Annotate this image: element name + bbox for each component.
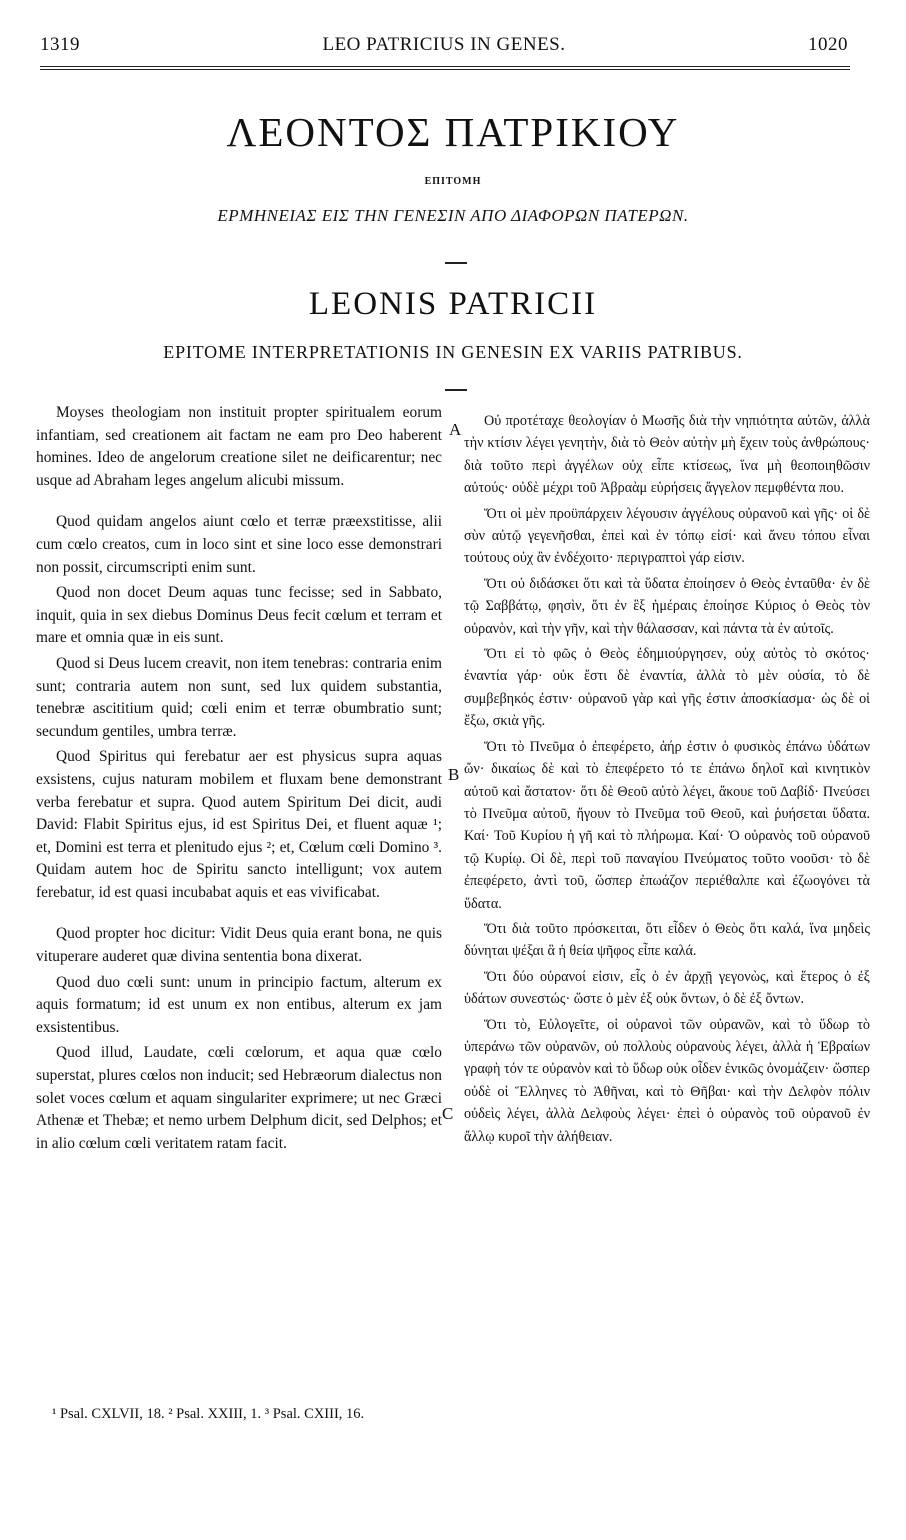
margin-marker-c: C — [442, 1104, 454, 1123]
latin-paragraph: Quod propter hoc dicitur: Vidit Deus quia erant bona, ne quis vituperare auderet quæ divina sententia bona dixerat. — [36, 925, 442, 966]
footnotes: ¹ Psal. CXLVII, 18. ² Psal. XXIII, 1. ³ Psal. CXIII, 16. — [52, 1406, 365, 1422]
latin-paragraph: Moyses theologiam non instituit propter spiritualem eorum infantiam, sed creationem ait factam ne eam pro Deo haberent homines. Ideo de angelorum creatione silet ne deificarentur; nec usque ad Abraham leges angelum alicubi missum. — [36, 404, 442, 489]
greek-paragraph: Ὅτι εἰ τὸ φῶς ὁ Θεὸς ἐδημιούργησεν, οὐχ αὐτὸς τὸ σκότος· ἐναντία γάρ· οὐκ ἔστι δὲ ἐναντία, ἀλλὰ τὸ μὲν οὐσία, τὸ δὲ συμβεβηκός ἐστιν· οὐρανοῦ γὰρ καὶ γῆς ἐστιν ἀποσκίασμα· ὡς δὲ οἱ ἔξω, σκιὰ γῆς. — [464, 646, 870, 730]
latin-column — [36, 402, 442, 1158]
header-rule — [40, 66, 850, 67]
latin-paragraph: Quod quidam angelos aiunt cœlo et terræ præexstitisse, alii cum cœlo creatos, cum in loco sint et sine loco esse demonstrari non possit, circumscripti enim sunt. — [36, 513, 442, 576]
latin-title: LEONIS PATRICII — [308, 286, 598, 322]
margin-marker-a: A — [449, 420, 462, 439]
greek-paragraph: Ὅτι τὸ Πνεῦμα ὁ ἐπεφέρετο, ἀήρ ἐστιν ὁ φυσικὸς ἐπάνω ὑδάτων ὤν· δικαίως δὲ καὶ τὸ ἐπεφέρετο τό τε ἐπάνω δηλοῖ καὶ κινητικὸν αὐτοῦ καὶ ἄστατον· ὅτι δὲ Θεοῦ αὐτὸ λέγει, ἄκουε τοῦ Δαβίδ· Πνεύσει τὸ Πνεῦμα αὐτοῦ, ἤγουν τὸ Πνεῦμα τοῦ Θεοῦ, καὶ ῥυήσεται ὕδατα. Καί· Τοῦ Κυρίου ἡ γῆ καὶ τὸ πλήρωμα. Καί· Ὁ οὐρανὸς τοῦ οὐρανοῦ τῷ Κυρίῳ. Οἱ δὲ, περὶ τοῦ παναγίου Πνεύματος τοῦτο νοοῦσι· τὸ δὲ ἐπεφέρετο, ἀντὶ τοῦ, ὥσπερ ἐπωάζον περιέθαλπε καὶ ἐζωογόνει τὰ ὕδατα. — [464, 738, 870, 912]
margin-marker-b: B — [448, 765, 460, 784]
running-header — [40, 34, 848, 62]
latin-paragraph: Quod Spiritus qui ferebatur aer est physicus supra aquas exsistens, cujus naturam mobilem et fluxam bene demonstrant verba ferebatur et supra. Quod autem Spiritum Dei dicit, audi David: Flabit Spiritus ejus, id est Spiritus Dei, et fluent aquæ ¹; et, Domini est terra et plenitudo ejus ²; et, Cœlum cœli Domino ³. Quidam autem hoc de Spiritu sancto intelligunt; vox autem ferebatur, id est quasi incubabat aquis et eas vivificabat. — [36, 748, 442, 901]
latin-subtitle: EPITOME INTERPRETATIONIS IN GENESIN EX VARIIS PATRIBUS. — [163, 342, 743, 362]
greek-subtitle: ΕΡΜΗΝΕΙΑΣ ΕΙΣ ΤΗΝ ΓΕΝΕΣΙΝ ΑΠΟ ΔΙΑΦΟΡΩΝ ΠΑΤΕΡΩΝ. — [217, 206, 689, 225]
column-number-right: 1020 — [808, 34, 848, 55]
greek-paragraph: Ὅτι οὐ διδάσκει ὅτι καὶ τὰ ὕδατα ἐποίησεν ὁ Θεὸς ἐνταῦθα· ἐν δὲ τῷ Σαββάτῳ, φησὶν, ὅτι ἐν ἓξ ἡμέραις ἐποίησε Κύριος ὁ Θεὸς τὸν οὐρανὸν, καὶ τὴν γῆν, καὶ τὴν θάλασσαν, καὶ πάντα τὰ ἐν αὐτοῖς. — [464, 575, 870, 637]
greek-title: ΛΕΟΝΤΟΣ ΠΑΤΡΙΚΙΟΥ — [226, 109, 680, 155]
title-divider-second — [445, 389, 467, 391]
greek-paragraph: Ὅτι τὸ, Εὐλογεῖτε, οἱ οὐρανοὶ τῶν οὐρανῶν, καὶ τὸ ὕδωρ τὸ ὑπεράνω τῶν οὐρανῶν, οὐ πολλοὺς οὐρανοὺς λέγει, ἀλλὰ ἡ Ἑβραίων γραφὴ τόν τε οὐρανὸν καὶ τὸ ὕδωρ οὐκ οἶδεν ἑνικῶς ὀνομάζειν· ὥσπερ οὐδὲ οἱ Ἕλληνες τὸ Ἀθῆναι, καὶ τὸ Θῆβαι· καὶ τὴν Δελφὸν πόλιν οὐδεὶς λέγει, ἀλλὰ Δελφοὺς λέγει· ἐπεὶ ὁ οὐρανὸς τοῦ οὐρανοῦ ἐν ἄλλῳ κυροῖ τὴν ἀλήθειαν. — [464, 1016, 870, 1145]
running-title: LEO PATRICIUS IN GENES. — [322, 34, 566, 55]
latin-paragraph: Quod non docet Deum aquas tunc fecisse; sed in Sabbato, inquit, quia in sex diebus Dominus Deus fecit cœlum et terram et mare et omnia quæ in eis sunt. — [36, 584, 442, 647]
greek-column — [464, 410, 870, 1151]
greek-small-heading: ΕΠΙΤΟΜΗ — [424, 176, 482, 187]
greek-paragraph: Ὅτι δύο οὐρανοί εἰσιν, εἷς ὁ ἐν ἀρχῇ γεγονὼς, καὶ ἕτερος ὁ ἐξ ὑδάτων συνεστώς· ὥστε ὁ μὲν ἐξ οὐκ ὄντων, ὁ δὲ ἐξ ὄντων. — [464, 968, 870, 1008]
title-divider — [445, 262, 467, 264]
greek-paragraph: Ὅτι οἱ μὲν προϋπάρχειν λέγουσιν ἀγγέλους οὐρανοῦ καὶ γῆς· οἱ δὲ σὺν αὐτῷ γεγενῆσθαι, ἐπεὶ καὶ ἐν τόπῳ εἰσί· καὶ ἄνευ τόπου εἶναι τούτους οὐχ ἂν ἐνδέχοιτο· περιγραπτοὶ γάρ εἰσιν. — [464, 505, 870, 567]
header-rule-second — [40, 69, 850, 70]
greek-paragraph: Ὅτι διὰ τοῦτο πρόσκειται, ὅτι εἶδεν ὁ Θεὸς ὅτι καλά, ἵνα μηδεὶς δύνηται ψέξαι ἃ ἡ θεία ψῆφος εἶπε καλά. — [464, 920, 870, 960]
column-number-left: 1319 — [40, 34, 80, 55]
latin-paragraph: Quod duo cœli sunt: unum in principio factum, alterum ex aquis formatum; id est unum ex non entibus, alterum ex jam exsistentibus. — [36, 973, 442, 1036]
latin-paragraph: Quod si Deus lucem creavit, non item tenebras: contraria enim sunt; contraria autem non sunt, sed lux quidem substantia, tenebræ ascititium quid; cœli enim et terræ obumbratio sunt; secundum gentiles, umbra terræ. — [36, 654, 442, 740]
greek-paragraph: Οὐ προτέταχε θεολογίαν ὁ Μωσῆς διὰ τὴν νηπιότητα αὐτῶν, ἀλλὰ τὴν κτίσιν λέγει γενητὴν, διὰ τὸ Θεὸν αὐτὴν μὴ ἔχειν τοὺς ἀνθρώπους· διὰ τοῦτο περὶ ἀγγέλων οὐχ εἶπε κτίσεως, ἵνα μὴ θεοποιηθῶσιν αὐτούς· οὐδὲ μέχρι τοῦ Ἀβραὰμ εὑρήσεις ἄγγελον πεμφθέντα που. — [464, 413, 870, 497]
latin-paragraph: Quod illud, Laudate, cœli cœlorum, et aqua quæ cœlo superstat, plures cœlos non inducit; sed Hebræorum dialectus non solet voces cœlum et aquam singulariter exprimere; ut nec Græci Athenæ et Thebæ; et nemo urbem Delphum dicit, sed Delphos; et in alio cœlum cœli veritatem ratam facit. — [36, 1044, 442, 1152]
